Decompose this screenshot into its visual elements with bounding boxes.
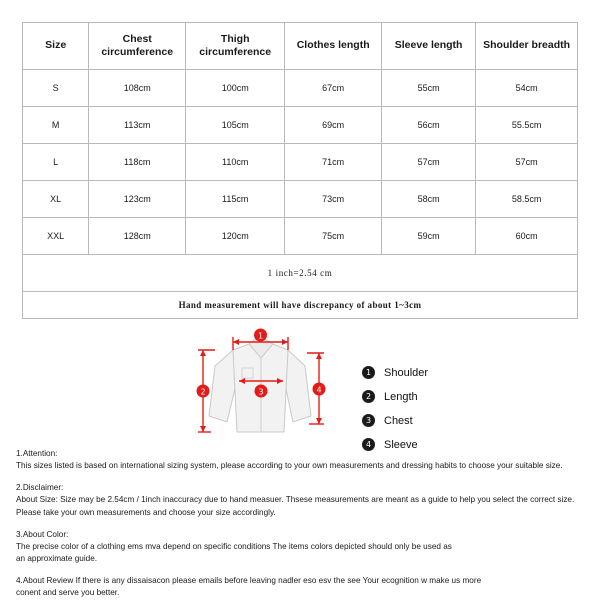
note-disclaimer-title: 2.Disclaimer: (16, 483, 64, 493)
legend-label-shoulder: Shoulder (384, 366, 429, 379)
note-attention (16, 448, 586, 472)
cell-shoulder-breadth: 60cm (476, 218, 578, 255)
size-chart-container (22, 22, 578, 319)
cell-clothes-length: 69cm (285, 107, 382, 144)
note-about-color-title: 3.About Color: (16, 529, 69, 539)
garment-measurement-diagram (185, 320, 365, 460)
note-attention-title: 1.Attention: (16, 449, 58, 458)
cell-clothes-length: 73cm (285, 181, 382, 218)
cell-chest: 108cm (89, 70, 186, 107)
column-header-sleeve-length: Sleeve length (382, 23, 476, 70)
cell-chest: 123cm (89, 181, 186, 218)
note-about-review-body2: conent and serve you better. (16, 588, 120, 598)
note-about-review (16, 575, 586, 599)
cell-chest: 118cm (89, 144, 186, 181)
shirt-illustration (185, 320, 365, 460)
cell-size: XL (23, 181, 89, 218)
cell-chest: 128cm (89, 218, 186, 255)
cell-shoulder-breadth: 55.5cm (476, 107, 578, 144)
cell-chest: 113cm (89, 107, 186, 144)
note-about-color (16, 529, 586, 565)
cell-sleeve-length: 59cm (382, 218, 476, 255)
column-header-thigh: Thigh circumference (186, 23, 285, 70)
cell-shoulder-breadth: 54cm (476, 70, 578, 107)
table-header (23, 23, 578, 70)
column-header-size: Size (23, 23, 89, 70)
cell-thigh: 100cm (186, 70, 285, 107)
cell-size: S (23, 70, 89, 107)
cell-sleeve-length: 58cm (382, 181, 476, 218)
table-note-row-discrepancy (23, 292, 578, 319)
cell-clothes-length: 75cm (285, 218, 382, 255)
legend-marker-4-icon: 4 (362, 438, 375, 451)
table-row (23, 144, 578, 181)
note-disclaimer (16, 482, 586, 518)
note-about-review-body: 4.About Review If there is any dissaisacon please emails before leaving nadler eso esv the see Your ecognition w make us more (16, 576, 482, 586)
size-chart-table (22, 22, 578, 319)
legend-label-sleeve: Sleeve (384, 438, 418, 451)
cell-sleeve-length: 55cm (382, 70, 476, 107)
svg-text:4: 4 (316, 385, 322, 395)
cell-shoulder-breadth: 57cm (476, 144, 578, 181)
cell-size: M (23, 107, 89, 144)
legend-label-chest: Chest (384, 414, 413, 427)
legend-item-chest (362, 414, 492, 427)
cell-shoulder-breadth: 58.5cm (476, 181, 578, 218)
cell-thigh: 115cm (186, 181, 285, 218)
legend-label-length: Length (384, 390, 418, 403)
cell-clothes-length: 71cm (285, 144, 382, 181)
column-header-chest: Chest circumference (89, 23, 186, 70)
svg-text:2: 2 (200, 387, 206, 397)
table-note-row-conversion (23, 255, 578, 292)
cell-thigh: 105cm (186, 107, 285, 144)
inch-conversion-note: 1 inch=2.54 cm (23, 255, 578, 292)
cell-size: L (23, 144, 89, 181)
cell-sleeve-length: 57cm (382, 144, 476, 181)
legend-item-shoulder (362, 366, 492, 379)
svg-text:1: 1 (257, 331, 264, 341)
note-disclaimer-body: About Size: Size may be 2.54cm / 1inch inaccuracy due to hand measuer. Thsese measurements are meant as a guide to help you select the correct size. (16, 495, 575, 505)
note-about-color-body2: an approximate guide. (16, 553, 98, 563)
legend-marker-1-icon: 1 (362, 366, 375, 379)
legend-marker-2-icon: 2 (362, 390, 375, 403)
column-header-clothes-length: Clothes length (285, 23, 382, 70)
column-header-shoulder-breadth: Shoulder breadth (476, 23, 578, 70)
table-row (23, 218, 578, 255)
svg-text:3: 3 (258, 387, 264, 397)
note-attention-body: This sizes listed is based on international sizing system, please according to your own measurements and dressing habits to choose your suitable size. (16, 461, 563, 471)
note-about-color-body: The precise color of a clothing ems mva depend on specific conditions The items colors depicted should only be used as (16, 541, 452, 551)
table-row (23, 181, 578, 218)
note-disclaimer-body2: Please take your own measurements and choose your size accordingly. (16, 507, 276, 517)
cell-thigh: 120cm (186, 218, 285, 255)
notes-section (16, 448, 586, 609)
cell-sleeve-length: 56cm (382, 107, 476, 144)
table-row (23, 107, 578, 144)
table-body (23, 70, 578, 319)
measurement-discrepancy-note: Hand measurement will have discrepancy of about 1~3cm (23, 292, 578, 319)
table-header-row (23, 23, 578, 70)
table-row (23, 70, 578, 107)
cell-clothes-length: 67cm (285, 70, 382, 107)
cell-size: XXL (23, 218, 89, 255)
legend-item-length (362, 390, 492, 403)
legend-marker-3-icon: 3 (362, 414, 375, 427)
cell-thigh: 110cm (186, 144, 285, 181)
